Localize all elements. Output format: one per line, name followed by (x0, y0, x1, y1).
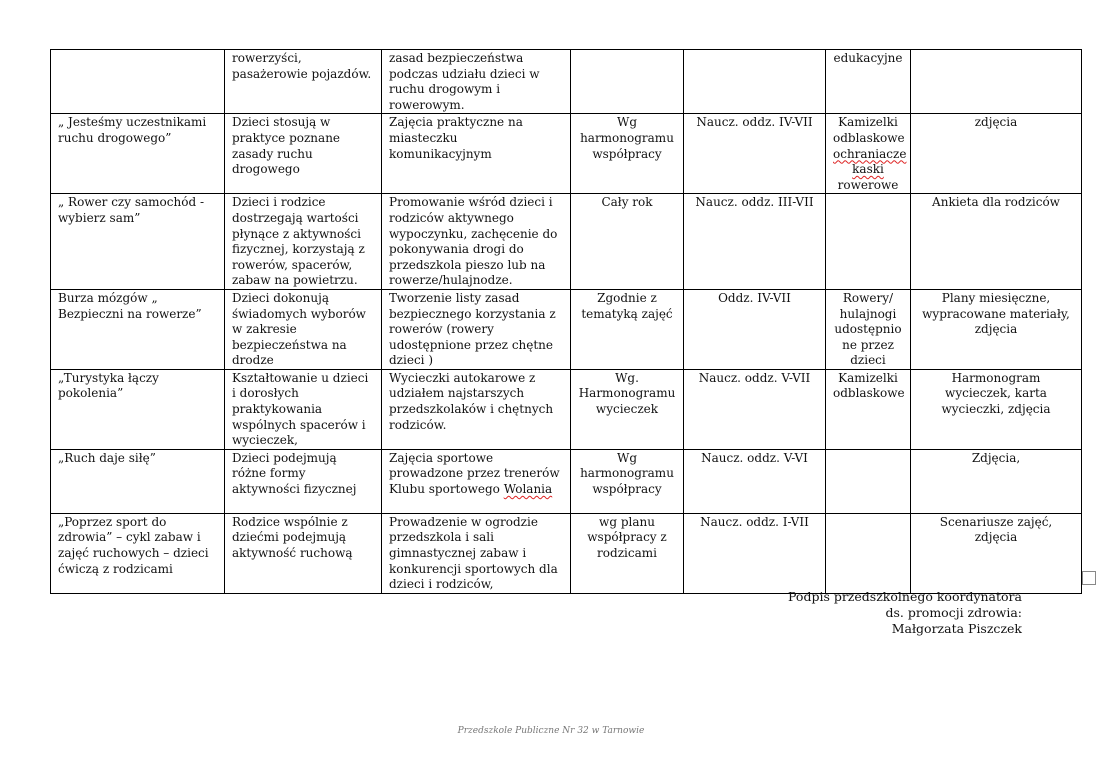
evaluation-cell (911, 50, 1082, 114)
activity-cell: Wycieczki autokarowe z udziałem najstarszych przedszkolaków i chętnych rodziców. (382, 369, 571, 449)
responsible-cell: Naucz. oddz. IV-VII (684, 114, 826, 194)
table-row (51, 449, 1082, 513)
resources-cell (826, 513, 911, 593)
task-name-cell: „Ruch daje siłę” (51, 449, 225, 513)
responsible-cell: Naucz. oddz. V-VI (684, 449, 826, 513)
task-name-cell: „ Rower czy samochód - wybierz sam” (51, 194, 225, 290)
timeframe-cell: Wg harmonogramu współpracy (571, 114, 684, 194)
resources-cell: edukacyjne (826, 50, 911, 114)
goal-cell: Rodzice wspólnie z dziećmi podejmują aktywność ruchową (225, 513, 382, 593)
activity-cell: Zajęcia praktyczne na miasteczku komunikacyjnym (382, 114, 571, 194)
table-row (51, 369, 1082, 449)
task-name-cell: „Poprzez sport do zdrowia” – cykl zabaw i zajęć ruchowych – dzieci ćwiczą z rodzicami (51, 513, 225, 593)
resources-cell: Kamizelki odblaskowe (826, 369, 911, 449)
table-row (51, 513, 1082, 593)
task-name-cell: Burza mózgów „ Bezpieczni na rowerze” (51, 289, 225, 369)
table-row (51, 50, 1082, 114)
page-footer: Przedszkole Publiczne Nr 32 w Tarnowie (457, 726, 645, 736)
timeframe-cell: Wg harmonogramu współpracy (571, 449, 684, 513)
resources-cell: Rowery/ hulajnogi udostępnio ne przez dzieci (826, 289, 911, 369)
signature-line-1: Podpis przedszkolnego koordynatora (788, 589, 1022, 604)
activity-cell: Tworzenie listy zasad bezpiecznego korzystania z rowerów (rowery udostępnione przez chętne dzieci ) (382, 289, 571, 369)
activity-cell: zasad bezpieczeństwa podczas udziału dzieci w ruchu drogowym i rowerowym. (382, 50, 571, 114)
task-name-cell: „Turystyka łączy pokolenia” (51, 369, 225, 449)
activity-cell: Prowadzenie w ogrodzie przedszkola i sali gimnastycznej zabaw i konkurencji sportowych dla dzieci i rodziców, (382, 513, 571, 593)
evaluation-cell: Harmonogram wycieczek, karta wycieczki, zdjęcia (911, 369, 1082, 449)
signature-line-2: ds. promocji zdrowia: (885, 604, 1022, 620)
activity-text: Zajęcia sportowe prowadzone przez trenerów Klubu sportowego (389, 450, 560, 497)
equipment-text-end: rowerowe (837, 177, 899, 192)
task-name-cell: „ Jesteśmy uczestnikami ruchu drogowego” (51, 114, 225, 194)
resources-cell (826, 449, 911, 513)
resources-cell (826, 114, 911, 194)
responsible-cell (684, 50, 826, 114)
goal-cell: rowerzyści, pasażerowie pojazdów. (225, 50, 382, 114)
evaluation-cell: Plany miesięczne, wypracowane materiały, zdjęcia (911, 289, 1082, 369)
responsible-cell: Naucz. oddz. V-VII (684, 369, 826, 449)
table-row (51, 194, 1082, 290)
goal-cell: Dzieci stosują w praktyce poznane zasady ruchu drogowego (225, 114, 382, 194)
responsible-cell: Naucz. oddz. I-VII (684, 513, 826, 593)
timeframe-cell (571, 50, 684, 114)
signature-block (788, 589, 1022, 636)
evaluation-cell: zdjęcia (911, 114, 1082, 194)
signature-name: Małgorzata Piszczek (891, 620, 1022, 636)
goal-cell: Dzieci podejmują różne formy aktywności fizycznej (225, 449, 382, 513)
timeframe-cell: Zgodnie z tematyką zajęć (571, 289, 684, 369)
equipment-text: Kamizelki odblaskowe (833, 115, 905, 145)
timeframe-cell: Cały rok (571, 194, 684, 290)
table-row (51, 114, 1082, 194)
activity-cell: Promowanie wśród dzieci i rodziców aktywnego wypoczynku, zachęcenie do pokonywania drogi do przedszkola pieszo lub na rowerze/hulajnodze. (382, 194, 571, 290)
goal-cell: Dzieci i rodzice dostrzegają wartości płynące z aktywności fizycznej, korzystają z rowerów, spacerów, zabaw na powietrzu. (225, 194, 382, 290)
responsible-cell: Naucz. oddz. III-VII (684, 194, 826, 290)
timeframe-cell: wg planu współpracy z rodzicami (571, 513, 684, 593)
evaluation-cell: Zdjęcia, (911, 449, 1082, 513)
resources-cell (826, 194, 911, 290)
responsible-cell: Oddz. IV-VII (684, 289, 826, 369)
task-name-cell (51, 50, 225, 114)
evaluation-cell: Scenariusze zajęć, zdjęcia (911, 513, 1082, 593)
health-promotion-table (50, 49, 1082, 594)
spellcheck-text: ochraniacze kaski (833, 146, 907, 177)
goal-cell: Dzieci dokonują świadomych wyborów w zakresie bezpieczeństwa na drodze (225, 289, 382, 369)
evaluation-cell: Ankieta dla rodziców (911, 194, 1082, 290)
timeframe-cell: Wg. Harmonogramu wycieczek (571, 369, 684, 449)
table-resize-handle[interactable] (1082, 571, 1096, 585)
goal-cell: Kształtowanie u dzieci i dorosłych praktykowania wspólnych spacerów i wycieczek, (225, 369, 382, 449)
table-row (51, 289, 1082, 369)
spellcheck-text: Wolania (503, 482, 553, 497)
activity-cell (382, 449, 571, 513)
